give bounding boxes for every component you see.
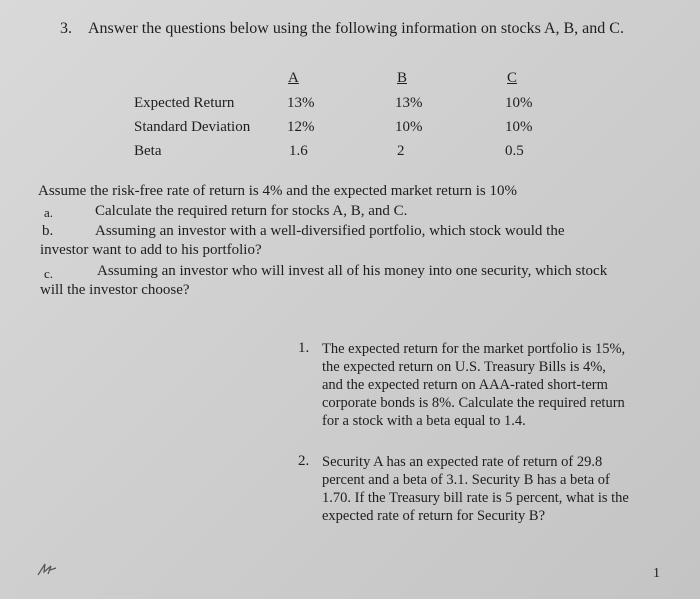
cell-a-expected-return: 13% (287, 95, 315, 111)
column-header-a: A (288, 70, 299, 86)
cell-a-beta: 1.6 (289, 143, 308, 159)
cell-b-beta: 2 (397, 143, 405, 159)
part-c-text-line-2: will the investor choose? (40, 282, 190, 298)
part-a-text: Calculate the required return for stocks A, B, and C. (95, 203, 408, 219)
question-number: 3. (60, 20, 72, 37)
problem-2-line: percent and a beta of 3.1. Security B has a beta of (322, 472, 610, 488)
cell-b-expected-return: 13% (395, 95, 423, 111)
problem-2-line: 1.70. If the Treasury bill rate is 5 percent, what is the (322, 490, 629, 506)
problem-1-line: and the expected return on AAA-rated short-term (322, 377, 608, 393)
cell-c-beta: 0.5 (505, 143, 524, 159)
problem-1-line: corporate bonds is 8%. Calculate the required return (322, 395, 625, 411)
part-b-letter: b. (42, 223, 54, 239)
cell-c-expected-return: 10% (505, 95, 533, 111)
problem-1-line: the expected return on U.S. Treasury Bills is 4%, (322, 359, 606, 375)
part-b-text-line-2: investor want to add to his portfolio? (40, 242, 262, 258)
row-label-standard-deviation: Standard Deviation (134, 119, 251, 135)
column-header-c: C (507, 70, 518, 86)
problem-2-text (322, 453, 629, 525)
page-number: 1 (653, 566, 660, 581)
problem-1-number: 1. (298, 340, 310, 356)
assumption-text: Assume the risk-free rate of return is 4% and the expected market return is 10% (38, 183, 517, 199)
scribble-mark (36, 560, 58, 578)
problem-2-line: Security A has an expected rate of return of 29.8 (322, 454, 603, 470)
part-c-text-line-1: Assuming an investor who will invest all of his money into one security, which stock (97, 263, 608, 279)
part-b-text-line-1: Assuming an investor with a well-diversified portfolio, which stock would the (95, 223, 565, 239)
problem-1-line: for a stock with a beta equal to 1.4. (322, 413, 526, 429)
row-label-beta: Beta (134, 143, 162, 159)
question-prompt: Answer the questions below using the following information on stocks A, B, and C. (88, 20, 624, 37)
problem-1-text (322, 340, 625, 430)
problem-1-line: The expected return for the market portfolio is 15%, (322, 341, 626, 357)
cell-c-standard-deviation: 10% (505, 119, 533, 135)
column-header-b: B (397, 70, 408, 86)
part-c-letter: c. (44, 266, 54, 281)
row-label-expected-return: Expected Return (134, 95, 235, 111)
problem-2-number: 2. (298, 453, 310, 469)
problem-2-line: expected rate of return for Security B? (322, 508, 546, 524)
cell-a-standard-deviation: 12% (287, 119, 315, 135)
part-a-letter: a. (44, 205, 54, 220)
cell-b-standard-deviation: 10% (395, 119, 423, 135)
